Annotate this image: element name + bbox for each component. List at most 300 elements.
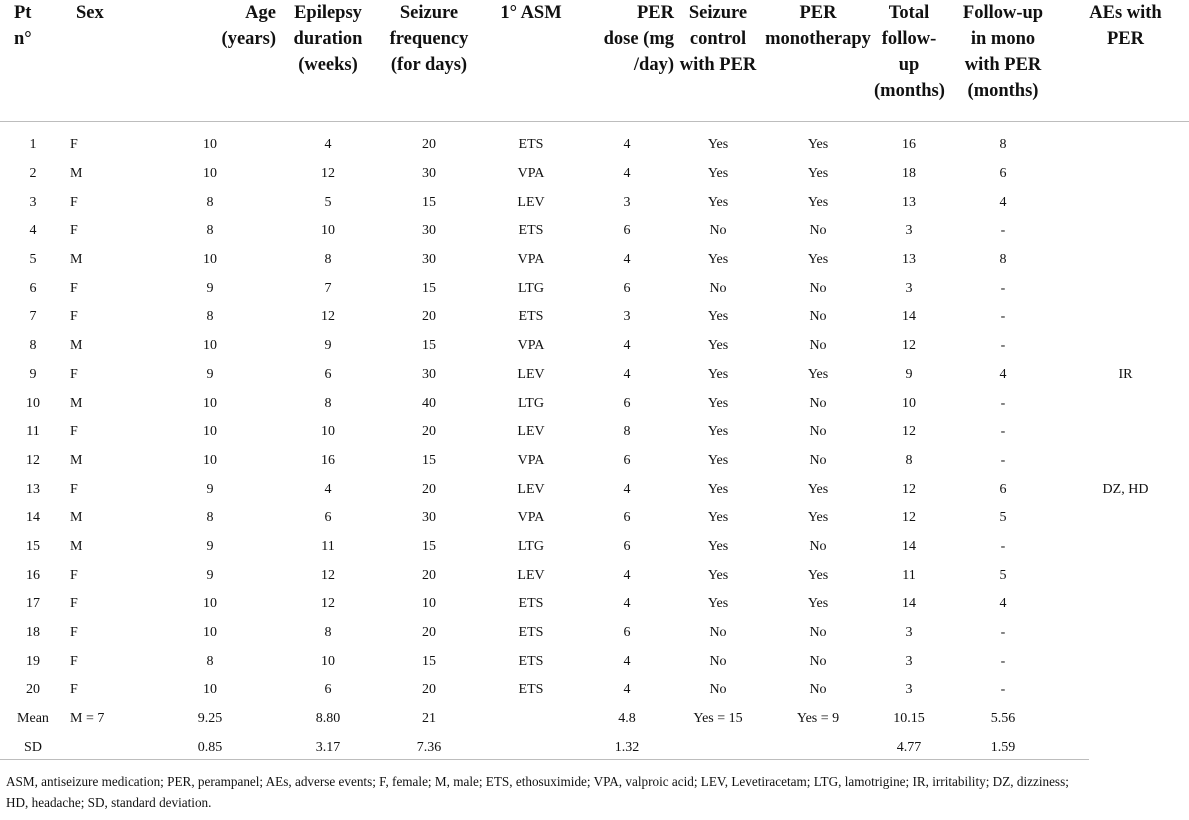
header-total-follow-up <box>874 0 944 121</box>
cell-patient-number: 6 <box>29 280 37 296</box>
cell-per-dose: 6 <box>623 223 631 239</box>
cell-seizure-frequency: 30 <box>422 510 436 526</box>
header-line: PER <box>637 3 674 23</box>
cell-total-follow-up: 18 <box>902 166 916 182</box>
table-row <box>0 217 1189 246</box>
cell-per-monotherapy: Yes <box>807 366 829 382</box>
cell-epilepsy-duration: 12 <box>321 309 335 325</box>
cell-sex: F <box>70 137 78 153</box>
mean-row <box>0 705 1189 734</box>
cell-per-monotherapy: No <box>809 223 827 239</box>
cell-epilepsy-duration: 12 <box>321 166 335 182</box>
cell-sex: F <box>70 223 78 239</box>
cell-seizure-frequency: 20 <box>422 567 436 583</box>
cell-total-follow-up: 11 <box>902 567 916 583</box>
header-patient-number <box>0 0 66 121</box>
cell-seizure-frequency: 10 <box>422 596 436 612</box>
cell-follow-up-mono: - <box>1000 538 1006 554</box>
cell-first-asm: LTG <box>518 280 544 296</box>
header-line: in mono <box>970 29 1036 49</box>
cell-per-dose: 4 <box>623 682 631 698</box>
header-line: Pt <box>14 3 32 23</box>
cell-follow-up-mono: 4 <box>999 366 1007 382</box>
cell-patient-number: 1 <box>29 137 37 153</box>
cell-age: 8 <box>206 309 214 325</box>
cell-age: 9 <box>206 538 214 554</box>
table-row <box>0 332 1189 361</box>
cell-epilepsy-duration: 8 <box>324 625 332 641</box>
cell-per-dose: 4 <box>623 481 631 497</box>
cell-epilepsy-duration: 4 <box>324 481 332 497</box>
table-row <box>0 590 1189 619</box>
cell-seizure-control: No <box>709 625 727 641</box>
cell-seizure-control: No <box>709 280 727 296</box>
header-line: 1° ASM <box>500 3 562 23</box>
cell-follow-up-mono: 5 <box>999 510 1007 526</box>
cell-follow-up-mono: - <box>1000 395 1006 411</box>
cell-per-monotherapy: Yes <box>807 137 829 153</box>
cell-sex: F <box>70 424 78 440</box>
cell-follow-up-mono: 4 <box>999 194 1007 210</box>
cell-sex: F <box>70 625 78 641</box>
cell-adverse-events <box>1062 733 1189 762</box>
cell-epilepsy-duration: 12 <box>321 596 335 612</box>
cell-adverse-events <box>1062 246 1189 275</box>
header-line: Epilepsy <box>294 3 362 23</box>
cell-seizure-control: Yes <box>707 596 729 612</box>
cell-follow-up-mono: - <box>1000 280 1006 296</box>
cell-epilepsy-duration: 6 <box>324 510 332 526</box>
cell-epilepsy-duration: 16 <box>321 452 335 468</box>
cell-first-asm: VPA <box>517 338 545 354</box>
cell-seizure-control: Yes <box>707 395 729 411</box>
table-row <box>0 418 1189 447</box>
table-row <box>0 160 1189 189</box>
table-row <box>0 389 1189 418</box>
cell-per-monotherapy: Yes = 9 <box>796 711 840 727</box>
cell-patient-number: 17 <box>26 596 40 612</box>
cell-first-asm <box>482 733 580 762</box>
cell-seizure-frequency: 20 <box>422 309 436 325</box>
cell-adverse-events <box>1062 647 1189 676</box>
cell-first-asm: LTG <box>518 538 544 554</box>
cell-seizure-control: No <box>709 653 727 669</box>
cell-seizure-control: Yes <box>707 194 729 210</box>
cell-epilepsy-duration: 10 <box>321 653 335 669</box>
cell-per-monotherapy: Yes <box>807 166 829 182</box>
cell-first-asm: VPA <box>517 166 545 182</box>
cell-patient-number: 4 <box>29 223 37 239</box>
table-row <box>0 676 1189 705</box>
cell-total-follow-up: 12 <box>902 424 916 440</box>
cell-sex: F <box>70 653 78 669</box>
cell-total-follow-up: 10.15 <box>893 711 925 727</box>
header-line: (months) <box>874 81 945 101</box>
cell-per-monotherapy: No <box>809 538 827 554</box>
cell-follow-up-mono: - <box>1000 452 1006 468</box>
cell-seizure-control: No <box>709 223 727 239</box>
cell-age: 9 <box>206 567 214 583</box>
cell-adverse-events <box>1062 389 1189 418</box>
cell-follow-up-mono: - <box>1000 338 1006 354</box>
cell-sex: M <box>70 395 83 411</box>
header-per-monotherapy <box>762 0 874 121</box>
sd-row <box>0 733 1189 762</box>
cell-total-follow-up: 14 <box>902 538 916 554</box>
cell-first-asm: VPA <box>517 252 545 268</box>
header-line: Seizure <box>688 3 748 23</box>
cell-per-dose: 4.8 <box>618 711 636 727</box>
cell-sex: F <box>70 194 78 210</box>
cell-adverse-events <box>1062 590 1189 619</box>
cell-adverse-events <box>1062 705 1189 734</box>
cell-follow-up-mono: - <box>1000 424 1006 440</box>
header-line: duration <box>293 29 363 49</box>
cell-seizure-frequency: 15 <box>422 653 436 669</box>
cell-total-follow-up: 13 <box>902 252 916 268</box>
cell-per-dose: 6 <box>623 395 631 411</box>
cell-first-asm: ETS <box>518 223 544 239</box>
header-line: (years) <box>221 29 276 49</box>
cell-adverse-events <box>1062 418 1189 447</box>
cell-per-monotherapy: No <box>809 653 827 669</box>
header-age <box>140 0 280 121</box>
cell-total-follow-up: 12 <box>902 481 916 497</box>
cell-epilepsy-duration: 6 <box>324 682 332 698</box>
cell-seizure-control <box>674 733 762 762</box>
cell-first-asm: LEV <box>517 481 545 497</box>
cell-per-dose: 3 <box>623 194 631 210</box>
cell-sex: M <box>70 252 83 268</box>
cell-adverse-events <box>1062 274 1189 303</box>
header-line: (months) <box>967 81 1039 101</box>
bottom-rule <box>0 759 1089 760</box>
cell-per-monotherapy: No <box>809 424 827 440</box>
cell-per-monotherapy: No <box>809 625 827 641</box>
cell-seizure-control: Yes <box>707 366 729 382</box>
cell-first-asm: LEV <box>517 366 545 382</box>
cell-total-follow-up: 9 <box>905 366 913 382</box>
cell-age: 0.85 <box>197 739 223 755</box>
cell-patient-number: Mean <box>17 711 49 727</box>
table-row <box>0 533 1189 562</box>
cell-seizure-frequency: 30 <box>422 366 436 382</box>
cell-patient-number: 5 <box>29 252 37 268</box>
table-row <box>0 131 1189 160</box>
cell-sex: M <box>70 338 83 354</box>
table-body <box>0 121 1189 762</box>
cell-sex <box>66 733 140 762</box>
cell-first-asm: ETS <box>518 653 544 669</box>
cell-first-asm: ETS <box>518 625 544 641</box>
cell-age: 10 <box>203 682 217 698</box>
cell-seizure-control: Yes <box>707 452 729 468</box>
cell-epilepsy-duration: 12 <box>321 567 335 583</box>
cell-seizure-control: Yes <box>707 424 729 440</box>
cell-follow-up-mono: 8 <box>999 252 1007 268</box>
cell-per-monotherapy: Yes <box>807 252 829 268</box>
cell-adverse-events <box>1062 332 1189 361</box>
cell-seizure-frequency: 30 <box>422 252 436 268</box>
cell-epilepsy-duration: 9 <box>324 338 332 354</box>
cell-seizure-control: Yes <box>707 252 729 268</box>
table-row <box>0 188 1189 217</box>
cell-age: 10 <box>203 395 217 411</box>
cell-per-dose: 4 <box>623 166 631 182</box>
cell-sex: M <box>70 538 83 554</box>
cell-per-dose: 3 <box>623 309 631 325</box>
cell-total-follow-up: 14 <box>902 309 916 325</box>
cell-total-follow-up: 12 <box>902 510 916 526</box>
cell-per-monotherapy: Yes <box>807 596 829 612</box>
header-follow-up-mono <box>944 0 1062 121</box>
cell-age: 10 <box>203 166 217 182</box>
cell-per-dose: 4 <box>623 596 631 612</box>
cell-adverse-events: DZ, HD <box>1102 481 1149 497</box>
header-seizure-control <box>674 0 762 121</box>
cell-total-follow-up: 3 <box>905 223 913 239</box>
cell-epilepsy-duration: 3.17 <box>315 739 341 755</box>
cell-epilepsy-duration: 6 <box>324 366 332 382</box>
cell-total-follow-up: 12 <box>902 338 916 354</box>
cell-age: 8 <box>206 510 214 526</box>
cell-age: 10 <box>203 596 217 612</box>
cell-follow-up-mono: - <box>1000 625 1006 641</box>
cell-patient-number: 12 <box>26 452 40 468</box>
cell-age: 10 <box>203 424 217 440</box>
cell-adverse-events <box>1062 533 1189 562</box>
cell-adverse-events <box>1062 676 1189 705</box>
table-row <box>0 504 1189 533</box>
cell-patient-number: 15 <box>26 538 40 554</box>
cell-follow-up-mono: 5.56 <box>990 711 1016 727</box>
table-row <box>0 447 1189 476</box>
cell-follow-up-mono: 4 <box>999 596 1007 612</box>
cell-epilepsy-duration: 5 <box>324 194 332 210</box>
cell-adverse-events <box>1062 217 1189 246</box>
header-line: AEs with <box>1089 3 1162 23</box>
cell-seizure-frequency: 15 <box>422 280 436 296</box>
cell-sex: F <box>70 682 78 698</box>
cell-total-follow-up: 14 <box>902 596 916 612</box>
cell-per-dose: 6 <box>623 510 631 526</box>
cell-per-dose: 4 <box>623 653 631 669</box>
table-row <box>0 246 1189 275</box>
cell-total-follow-up: 3 <box>905 682 913 698</box>
cell-age: 8 <box>206 194 214 210</box>
cell-follow-up-mono: 1.59 <box>990 739 1016 755</box>
cell-first-asm: ETS <box>518 596 544 612</box>
cell-adverse-events <box>1062 131 1189 160</box>
cell-seizure-frequency: 20 <box>422 424 436 440</box>
cell-per-dose: 1.32 <box>614 739 640 755</box>
cell-first-asm: VPA <box>517 510 545 526</box>
cell-epilepsy-duration: 11 <box>321 538 335 554</box>
cell-seizure-frequency: 7.36 <box>416 739 442 755</box>
cell-per-monotherapy: No <box>809 338 827 354</box>
cell-epilepsy-duration: 8 <box>324 252 332 268</box>
header-line: /day) <box>633 55 674 75</box>
cell-seizure-frequency: 20 <box>422 682 436 698</box>
header-line: PER <box>1107 29 1144 49</box>
cell-seizure-control: Yes <box>707 567 729 583</box>
cell-patient-number: 9 <box>29 366 37 382</box>
header-seizure-frequency <box>376 0 482 121</box>
header-line: Sex <box>76 3 104 23</box>
header-per-dose <box>580 0 674 121</box>
cell-patient-number: 20 <box>26 682 40 698</box>
cell-seizure-control: Yes <box>707 538 729 554</box>
cell-patient-number: 10 <box>26 395 40 411</box>
cell-sex: M <box>70 166 83 182</box>
cell-patient-number: 19 <box>26 653 40 669</box>
cell-per-dose: 6 <box>623 625 631 641</box>
cell-adverse-events <box>1062 504 1189 533</box>
cell-per-dose: 8 <box>623 424 631 440</box>
cell-age: 9 <box>206 481 214 497</box>
cell-per-monotherapy: Yes <box>807 510 829 526</box>
header-epilepsy-duration <box>280 0 376 121</box>
cell-epilepsy-duration: 10 <box>321 223 335 239</box>
cell-per-monotherapy: No <box>809 309 827 325</box>
cell-follow-up-mono: 6 <box>999 481 1007 497</box>
cell-first-asm: ETS <box>518 137 544 153</box>
cell-patient-number: 13 <box>26 481 40 497</box>
cell-sex: M = 7 <box>70 711 105 727</box>
cell-patient-number: 16 <box>26 567 40 583</box>
cell-per-dose: 4 <box>623 567 631 583</box>
cell-per-monotherapy: No <box>809 280 827 296</box>
cell-patient-number: 14 <box>26 510 40 526</box>
table-row <box>0 303 1189 332</box>
header-line: Total <box>888 3 930 23</box>
header-spacer <box>0 121 1189 131</box>
cell-first-asm <box>482 705 580 734</box>
cell-epilepsy-duration: 8.80 <box>315 711 341 727</box>
cell-seizure-frequency: 21 <box>422 711 436 727</box>
cell-total-follow-up: 4.77 <box>896 739 922 755</box>
cell-per-monotherapy: No <box>809 395 827 411</box>
cell-patient-number: SD <box>24 739 42 755</box>
cell-per-monotherapy: Yes <box>807 481 829 497</box>
header-line: control <box>689 29 747 49</box>
cell-seizure-frequency: 30 <box>422 166 436 182</box>
cell-seizure-control: Yes <box>707 309 729 325</box>
cell-first-asm: LEV <box>517 194 545 210</box>
cell-patient-number: 11 <box>26 424 40 440</box>
cell-per-monotherapy: Yes <box>807 194 829 210</box>
cell-epilepsy-duration: 8 <box>324 395 332 411</box>
cell-seizure-control: No <box>709 682 727 698</box>
cell-first-asm: VPA <box>517 452 545 468</box>
header-line: with PER <box>679 55 757 75</box>
cell-sex: F <box>70 366 78 382</box>
table-row <box>0 561 1189 590</box>
cell-follow-up-mono: - <box>1000 223 1006 239</box>
cell-total-follow-up: 3 <box>905 280 913 296</box>
cell-age: 9.25 <box>197 711 223 727</box>
cell-per-monotherapy: Yes <box>807 567 829 583</box>
cell-sex: M <box>70 452 83 468</box>
cell-follow-up-mono: 8 <box>999 137 1007 153</box>
header-line: monotherapy <box>765 29 871 49</box>
table-footnote: ASM, antiseizure medication; PER, perampanel; AEs, adverse events; F, female; M, male; ETS, ethosuximide; VPA, valproic acid; LEV, Levetiracetam; LTG, lamotrigine; IR, irritability; DZ, dizziness; HD, headache; SD, standard deviation. <box>6 774 1069 810</box>
cell-adverse-events <box>1062 619 1189 648</box>
header-row <box>0 0 1189 121</box>
cell-age: 8 <box>206 653 214 669</box>
header-line: (weeks) <box>298 55 358 75</box>
header-sex <box>66 0 140 121</box>
cell-seizure-frequency: 30 <box>422 223 436 239</box>
cell-seizure-frequency: 20 <box>422 625 436 641</box>
cell-age: 9 <box>206 280 214 296</box>
cell-adverse-events <box>1062 303 1189 332</box>
cell-sex: F <box>70 567 78 583</box>
cell-total-follow-up: 3 <box>905 625 913 641</box>
header-line: PER <box>799 3 837 23</box>
cell-first-asm: ETS <box>518 309 544 325</box>
cell-follow-up-mono: - <box>1000 309 1006 325</box>
cell-adverse-events: IR <box>1118 366 1133 382</box>
cell-total-follow-up: 13 <box>902 194 916 210</box>
header-line: follow- <box>881 29 937 49</box>
cell-seizure-control: Yes <box>707 510 729 526</box>
cell-epilepsy-duration: 10 <box>321 424 335 440</box>
cell-adverse-events <box>1062 188 1189 217</box>
cell-per-dose: 4 <box>623 366 631 382</box>
cell-per-dose: 4 <box>623 338 631 354</box>
header-line: Age <box>245 3 276 23</box>
cell-patient-number: 7 <box>29 309 37 325</box>
cell-age: 10 <box>203 137 217 153</box>
cell-per-dose: 4 <box>623 252 631 268</box>
header-line: with PER <box>964 55 1042 75</box>
cell-patient-number: 2 <box>29 166 37 182</box>
header-line: frequency <box>389 29 469 49</box>
cell-per-monotherapy: No <box>809 452 827 468</box>
cell-age: 10 <box>203 625 217 641</box>
cell-patient-number: 8 <box>29 338 37 354</box>
table-row <box>0 274 1189 303</box>
table-row <box>0 475 1189 504</box>
cell-seizure-frequency: 15 <box>422 452 436 468</box>
cell-seizure-frequency: 15 <box>422 194 436 210</box>
cell-age: 10 <box>203 252 217 268</box>
table-row <box>0 361 1189 390</box>
cell-age: 9 <box>206 366 214 382</box>
cell-seizure-frequency: 20 <box>422 481 436 497</box>
cell-age: 10 <box>203 452 217 468</box>
cell-per-dose: 4 <box>623 137 631 153</box>
cell-per-monotherapy: No <box>809 682 827 698</box>
cell-seizure-frequency: 15 <box>422 338 436 354</box>
cell-seizure-frequency: 20 <box>422 137 436 153</box>
cell-sex: M <box>70 510 83 526</box>
cell-adverse-events <box>1062 447 1189 476</box>
cell-first-asm: LEV <box>517 567 545 583</box>
cell-total-follow-up: 8 <box>905 452 913 468</box>
cell-per-dose: 6 <box>623 280 631 296</box>
cell-seizure-control: Yes <box>707 481 729 497</box>
cell-patient-number: 18 <box>26 625 40 641</box>
cell-total-follow-up: 16 <box>902 137 916 153</box>
cell-total-follow-up: 3 <box>905 653 913 669</box>
cell-follow-up-mono: - <box>1000 653 1006 669</box>
cell-age: 8 <box>206 223 214 239</box>
cell-age: 10 <box>203 338 217 354</box>
table-header <box>0 0 1189 121</box>
cell-first-asm: LEV <box>517 424 545 440</box>
